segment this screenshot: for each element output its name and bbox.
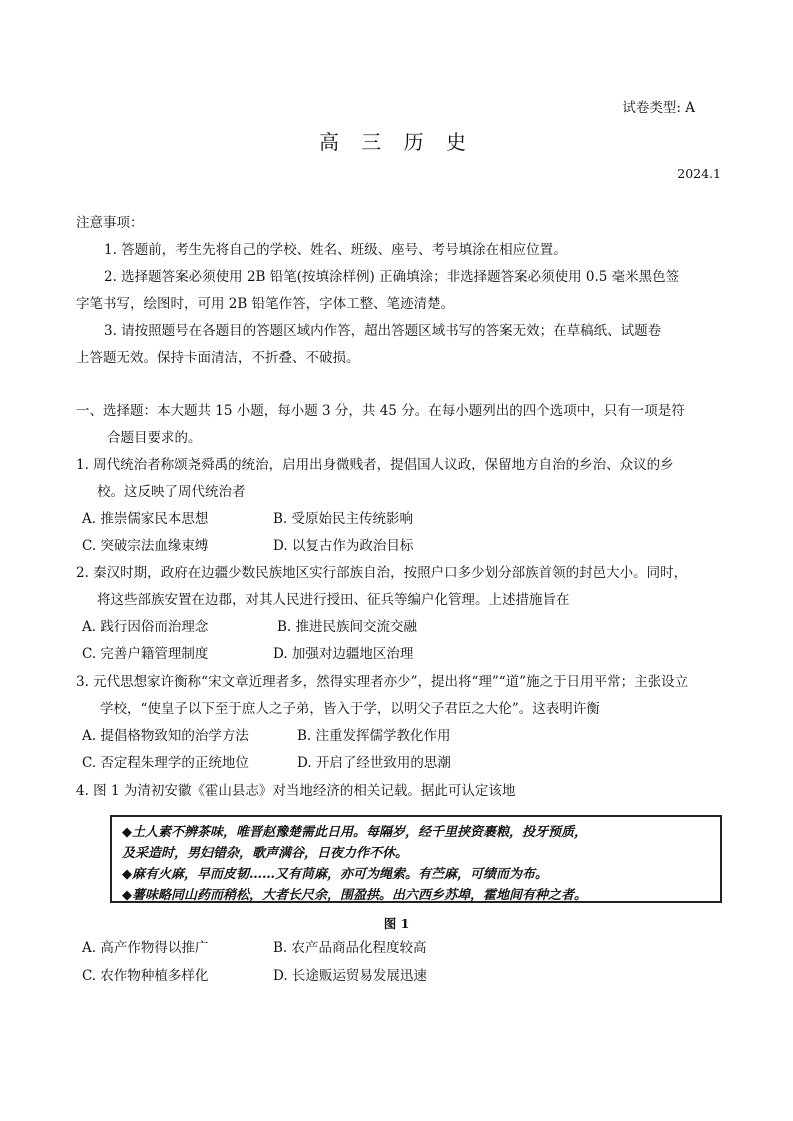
note-item-3: 3. 请按照题号在各题目的答题区域内作答，超出答题区域书写的答案无效；在草稿纸、试题卷 — [104, 323, 662, 339]
paper-type-label: 试卷类型: A — [622, 100, 695, 116]
notes-heading: 注意事项： — [76, 215, 144, 231]
question-1-option-c[interactable]: C. 突破宗法血缘束缚 — [82, 538, 209, 554]
page-title: 高 三 历 史 — [318, 130, 475, 154]
figure-1-caption: 图 1 — [383, 916, 410, 931]
section-heading: 一、选择题：本大题共 15 小题，每小题 3 分，共 45 分。在每小题列出的四个选项中，只有一项是符 — [76, 403, 685, 419]
figure-1-excerpt-box — [110, 815, 722, 903]
question-2-option-a[interactable]: A. 践行因俗而治理念 — [82, 619, 209, 635]
question-1-option-a[interactable]: A. 推崇儒家民本思想 — [82, 511, 209, 527]
question-1-option-d[interactable]: D. 以复古作为政治目标 — [273, 538, 414, 554]
excerpt-line-1: ◆土人素不辨茶味，唯晋赵豫楚需此日用。每隔岁，经千里挟资裹粮，投牙预质， — [122, 825, 587, 840]
question-3-option-d[interactable]: D. 开启了经世致用的思潮 — [297, 755, 451, 771]
question-4-option-c[interactable]: C. 农作物种植多样化 — [82, 968, 209, 984]
question-3-option-b[interactable]: B. 注重发挥儒学教化作用 — [297, 728, 451, 744]
note-item-2-cont: 字笔书写，绘图时，可用 2B 铅笔作答，字体工整、笔迹清楚。 — [76, 296, 455, 312]
section-heading-cont: 合题目要求的。 — [107, 430, 202, 446]
excerpt-line-3: ◆麻有火麻，早而皮韧……又有苘麻，亦可为绳索。有苎麻，可绩而为布。 — [122, 867, 548, 882]
question-1-stem: 1. 周代统治者称颂尧舜禹的统治，启用出身微贱者，提倡国人议政，保留地方自治的乡治、众议的乡 — [76, 457, 674, 473]
question-2-stem: 2. 秦汉时期，政府在边疆少数民族地区实行部族自治，按照户口多少划分部族首领的封邑大小。同时， — [76, 565, 688, 581]
note-item-2: 2. 选择题答案必须使用 2B 铅笔(按填涂样例) 正确填涂；非选择题答案必须使用 0.5 毫米黑色签 — [104, 269, 680, 285]
note-item-3-cont: 上答题无效。保持卡面清洁，不折叠、不破损。 — [76, 350, 360, 366]
question-4-option-a[interactable]: A. 高产作物得以推广 — [82, 940, 209, 956]
question-3-stem-cont: 学校，“使皇子以下至于庶人之子弟，皆入于学，以明父子君臣之大伦”。这表明许衡 — [100, 701, 600, 717]
question-2-stem-cont: 将这些部族安置在边郡，对其人民进行授田、征兵等编户化管理。上述措施旨在 — [97, 592, 570, 608]
excerpt-line-2: 及采造时，男妇错杂，歌声满谷，日夜力作不休。 — [122, 846, 409, 861]
question-2-option-b[interactable]: B. 推进民族间交流交融 — [277, 619, 418, 635]
note-item-1: 1. 答题前，考生先将自己的学校、姓名、班级、座号、考号填涂在相应位置。 — [104, 242, 567, 258]
exam-date: 2024.1 — [677, 166, 721, 181]
question-1-option-b[interactable]: B. 受原始民主传统影响 — [273, 511, 414, 527]
excerpt-line-4: ◆薯味略同山药而稍松，大者长尺余，围盈拱。出六西乡苏埠，霍地间有种之者。 — [122, 888, 587, 903]
question-1-stem-cont: 校。这反映了周代统治者 — [97, 484, 246, 500]
question-3-option-c[interactable]: C. 否定程朱理学的正统地位 — [82, 755, 249, 771]
question-4-option-b[interactable]: B. 农产品商品化程度较高 — [273, 940, 427, 956]
question-3-option-a[interactable]: A. 提倡格物致知的治学方法 — [82, 728, 249, 744]
question-4-stem: 4. 图 1 为清初安徽《霍山县志》对当地经济的相关记载。据此可认定该地 — [76, 783, 516, 799]
question-2-option-d[interactable]: D. 加强对边疆地区治理 — [273, 646, 414, 662]
question-3-stem: 3. 元代思想家许衡称“宋文章近理者多，然得实理者亦少”，提出将“理”“道”施之于日用平常；主张设立 — [76, 674, 689, 690]
question-2-option-c[interactable]: C. 完善户籍管理制度 — [82, 646, 209, 662]
question-4-option-d[interactable]: D. 长途贩运贸易发展迅速 — [273, 968, 427, 984]
